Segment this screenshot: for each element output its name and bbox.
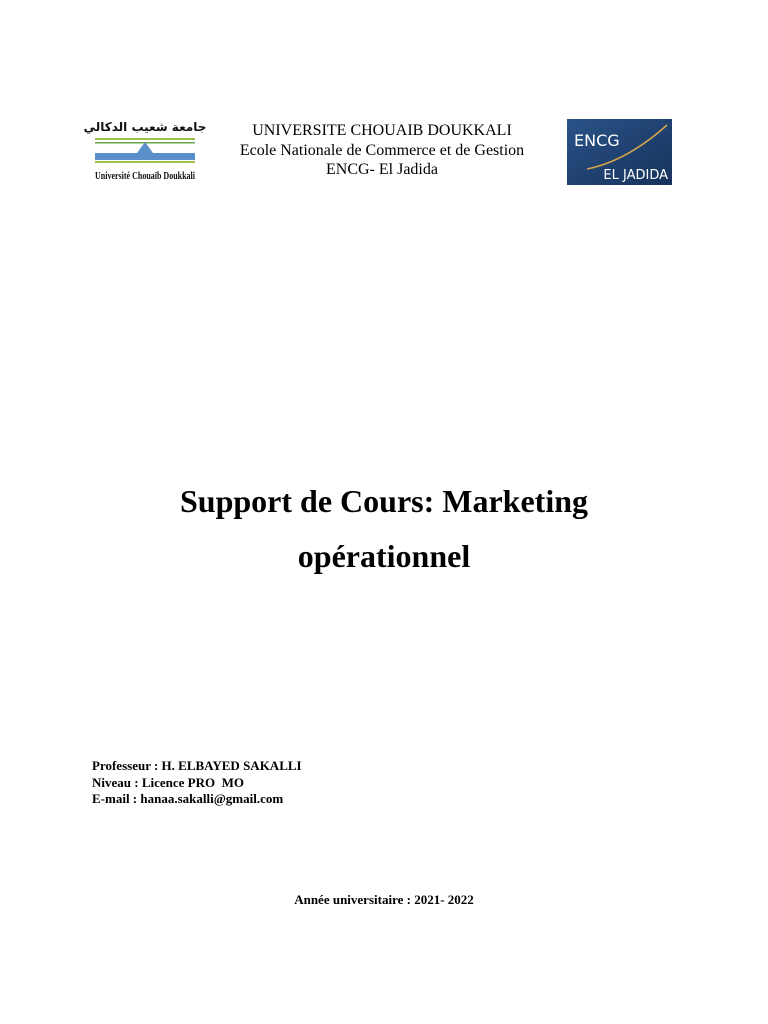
university-logo xyxy=(83,117,207,185)
email-line: E-mail : hanaa.sakalli@gmail.com xyxy=(92,791,284,806)
encg-logo-text: ENCG xyxy=(574,131,620,150)
encg-logo xyxy=(567,119,672,185)
university-logo-arabic-text: جامعة شعيب الدكالي xyxy=(83,120,207,134)
school-name: Ecole Nationale de Commerce et de Gestion xyxy=(239,141,525,159)
course-info xyxy=(92,758,302,808)
level-line: Niveau : Licence PRO MO xyxy=(92,774,244,790)
university-name: UNIVERSITE CHOUAIB DOUKKALI xyxy=(252,122,512,139)
title-line-1: Support de Cours: Marketing xyxy=(179,483,588,519)
professor-line: Professeur : H. ELBAYED SAKALLI xyxy=(92,758,302,773)
encg-logo-city-text: EL JADIDA xyxy=(603,168,668,183)
title-line-2: opérationnel xyxy=(297,538,471,574)
institution-header xyxy=(200,121,564,180)
university-logo-latin-text: Université Chouaïb Doukkali xyxy=(95,171,196,182)
academic-year: Année universitaire : 2021- 2022 xyxy=(294,892,474,907)
document-title xyxy=(0,474,768,584)
campus-name: ENCG- El Jadida xyxy=(326,161,438,178)
